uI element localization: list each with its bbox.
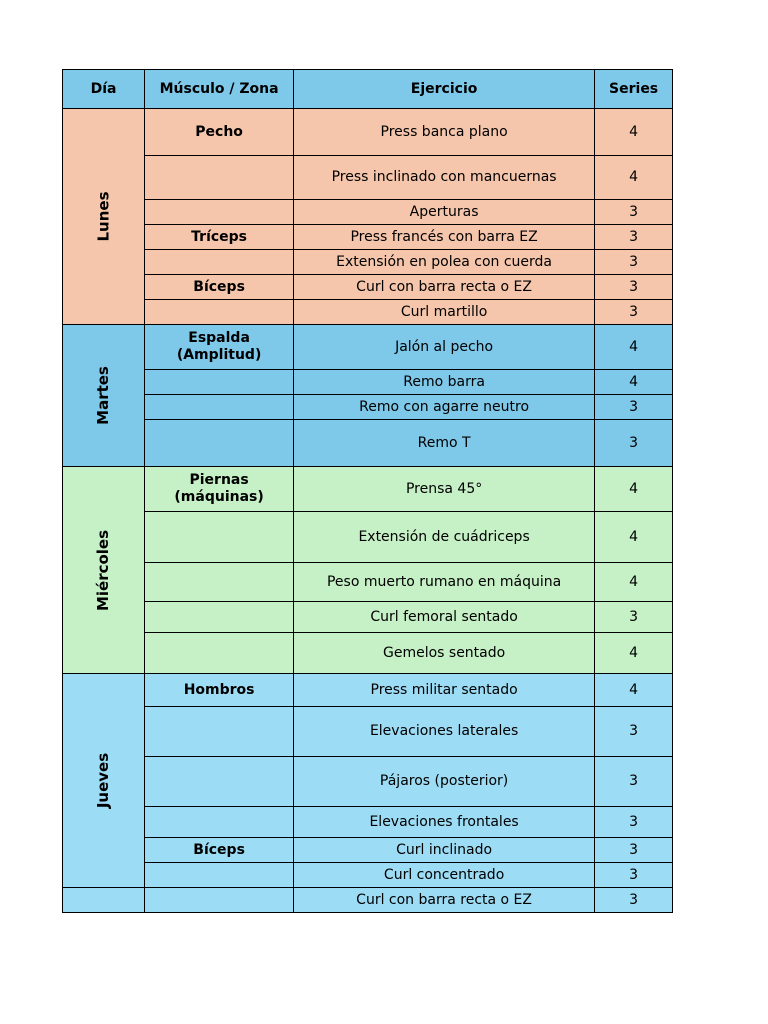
muscle-cell[interactable]: Tríceps bbox=[145, 225, 294, 250]
day-label: Martes bbox=[94, 366, 113, 425]
series-cell[interactable]: 4 bbox=[595, 370, 673, 395]
table-row bbox=[63, 512, 673, 563]
muscle-cell[interactable] bbox=[145, 325, 294, 370]
exercise-cell[interactable]: Prensa 45° bbox=[294, 467, 595, 512]
series-cell[interactable]: 3 bbox=[595, 838, 673, 863]
series-cell[interactable]: 4 bbox=[595, 109, 673, 156]
muscle-cell[interactable]: Bíceps bbox=[145, 275, 294, 300]
table-row bbox=[63, 838, 673, 863]
muscle-cell[interactable] bbox=[145, 757, 294, 807]
exercise-cell[interactable]: Press inclinado con mancuernas bbox=[294, 156, 595, 200]
exercise-cell[interactable]: Curl inclinado bbox=[294, 838, 595, 863]
muscle-label: Piernas (máquinas) bbox=[174, 472, 264, 505]
table-row bbox=[63, 602, 673, 633]
muscle-cell[interactable] bbox=[145, 863, 294, 888]
table-row bbox=[63, 200, 673, 225]
series-cell[interactable]: 4 bbox=[595, 467, 673, 512]
muscle-cell[interactable] bbox=[145, 420, 294, 467]
table-row bbox=[63, 633, 673, 674]
series-cell[interactable]: 3 bbox=[595, 707, 673, 757]
series-cell[interactable]: 3 bbox=[595, 300, 673, 325]
series-cell[interactable]: 4 bbox=[595, 325, 673, 370]
table-row bbox=[63, 863, 673, 888]
table-row bbox=[63, 420, 673, 467]
exercise-cell[interactable]: Press banca plano bbox=[294, 109, 595, 156]
table-row bbox=[63, 888, 673, 913]
series-cell[interactable]: 4 bbox=[595, 563, 673, 602]
series-cell[interactable]: 3 bbox=[595, 863, 673, 888]
day-cell-lunes[interactable] bbox=[63, 109, 145, 325]
table-row bbox=[63, 757, 673, 807]
table-row bbox=[63, 707, 673, 757]
exercise-cell[interactable]: Remo con agarre neutro bbox=[294, 395, 595, 420]
day-cell-jueves[interactable] bbox=[63, 674, 145, 888]
table-row bbox=[63, 807, 673, 838]
muscle-cell[interactable] bbox=[145, 888, 294, 913]
spreadsheet bbox=[62, 69, 673, 913]
series-cell[interactable]: 4 bbox=[595, 633, 673, 674]
muscle-cell[interactable] bbox=[145, 563, 294, 602]
muscle-cell[interactable] bbox=[145, 707, 294, 757]
series-cell[interactable]: 3 bbox=[595, 225, 673, 250]
muscle-cell[interactable]: Bíceps bbox=[145, 838, 294, 863]
exercise-cell[interactable]: Press francés con barra EZ bbox=[294, 225, 595, 250]
day-cell-empty[interactable] bbox=[63, 888, 145, 913]
muscle-cell[interactable] bbox=[145, 467, 294, 512]
exercise-cell[interactable]: Curl concentrado bbox=[294, 863, 595, 888]
series-cell[interactable]: 3 bbox=[595, 807, 673, 838]
muscle-cell[interactable] bbox=[145, 200, 294, 225]
muscle-cell[interactable] bbox=[145, 633, 294, 674]
series-cell[interactable]: 3 bbox=[595, 888, 673, 913]
muscle-label: Espalda (Amplitud) bbox=[176, 330, 262, 363]
header-row bbox=[63, 70, 673, 109]
table-row bbox=[63, 109, 673, 156]
table-row bbox=[63, 467, 673, 512]
exercise-cell[interactable]: Curl femoral sentado bbox=[294, 602, 595, 633]
series-cell[interactable]: 3 bbox=[595, 250, 673, 275]
table-row bbox=[63, 395, 673, 420]
exercise-cell[interactable]: Remo barra bbox=[294, 370, 595, 395]
workout-table bbox=[62, 69, 673, 913]
muscle-cell[interactable] bbox=[145, 807, 294, 838]
muscle-cell[interactable]: Pecho bbox=[145, 109, 294, 156]
table-row bbox=[63, 325, 673, 370]
exercise-cell[interactable]: Curl con barra recta o EZ bbox=[294, 888, 595, 913]
exercise-cell[interactable]: Aperturas bbox=[294, 200, 595, 225]
header-dia[interactable]: Día bbox=[63, 70, 145, 109]
table-row bbox=[63, 275, 673, 300]
exercise-cell[interactable]: Extensión en polea con cuerda bbox=[294, 250, 595, 275]
muscle-cell[interactable] bbox=[145, 156, 294, 200]
series-cell[interactable]: 3 bbox=[595, 757, 673, 807]
exercise-cell[interactable]: Peso muerto rumano en máquina bbox=[294, 563, 595, 602]
day-label: Lunes bbox=[94, 191, 113, 242]
series-cell[interactable]: 3 bbox=[595, 200, 673, 225]
table-row bbox=[63, 225, 673, 250]
exercise-cell[interactable]: Extensión de cuádriceps bbox=[294, 512, 595, 563]
muscle-cell[interactable] bbox=[145, 512, 294, 563]
series-cell[interactable]: 3 bbox=[595, 602, 673, 633]
day-label: Miércoles bbox=[94, 529, 113, 611]
series-cell[interactable]: 3 bbox=[595, 275, 673, 300]
muscle-cell[interactable] bbox=[145, 602, 294, 633]
series-cell[interactable]: 4 bbox=[595, 512, 673, 563]
table-row bbox=[63, 370, 673, 395]
series-cell[interactable]: 3 bbox=[595, 420, 673, 467]
exercise-cell[interactable]: Jalón al pecho bbox=[294, 325, 595, 370]
series-cell[interactable]: 3 bbox=[595, 395, 673, 420]
table-row bbox=[63, 250, 673, 275]
muscle-cell[interactable] bbox=[145, 300, 294, 325]
exercise-cell[interactable]: Elevaciones frontales bbox=[294, 807, 595, 838]
muscle-cell[interactable] bbox=[145, 370, 294, 395]
series-cell[interactable]: 4 bbox=[595, 674, 673, 707]
exercise-cell[interactable]: Pájaros (posterior) bbox=[294, 757, 595, 807]
exercise-cell[interactable]: Press militar sentado bbox=[294, 674, 595, 707]
exercise-cell[interactable]: Gemelos sentado bbox=[294, 633, 595, 674]
table-row bbox=[63, 300, 673, 325]
header-ejercicio[interactable]: Ejercicio bbox=[294, 70, 595, 109]
exercise-cell[interactable]: Elevaciones laterales bbox=[294, 707, 595, 757]
exercise-cell[interactable]: Remo T bbox=[294, 420, 595, 467]
exercise-cell[interactable]: Curl con barra recta o EZ bbox=[294, 275, 595, 300]
day-label: Jueves bbox=[94, 752, 113, 809]
header-series[interactable]: Series bbox=[595, 70, 673, 109]
series-cell[interactable]: 4 bbox=[595, 156, 673, 200]
header-musculo[interactable]: Músculo / Zona bbox=[145, 70, 294, 109]
muscle-cell[interactable] bbox=[145, 250, 294, 275]
exercise-cell[interactable]: Curl martillo bbox=[294, 300, 595, 325]
muscle-cell[interactable] bbox=[145, 395, 294, 420]
day-cell-miercoles[interactable] bbox=[63, 467, 145, 674]
day-cell-martes[interactable] bbox=[63, 325, 145, 467]
table-row bbox=[63, 563, 673, 602]
muscle-cell[interactable]: Hombros bbox=[145, 674, 294, 707]
table-row bbox=[63, 674, 673, 707]
table-row bbox=[63, 156, 673, 200]
